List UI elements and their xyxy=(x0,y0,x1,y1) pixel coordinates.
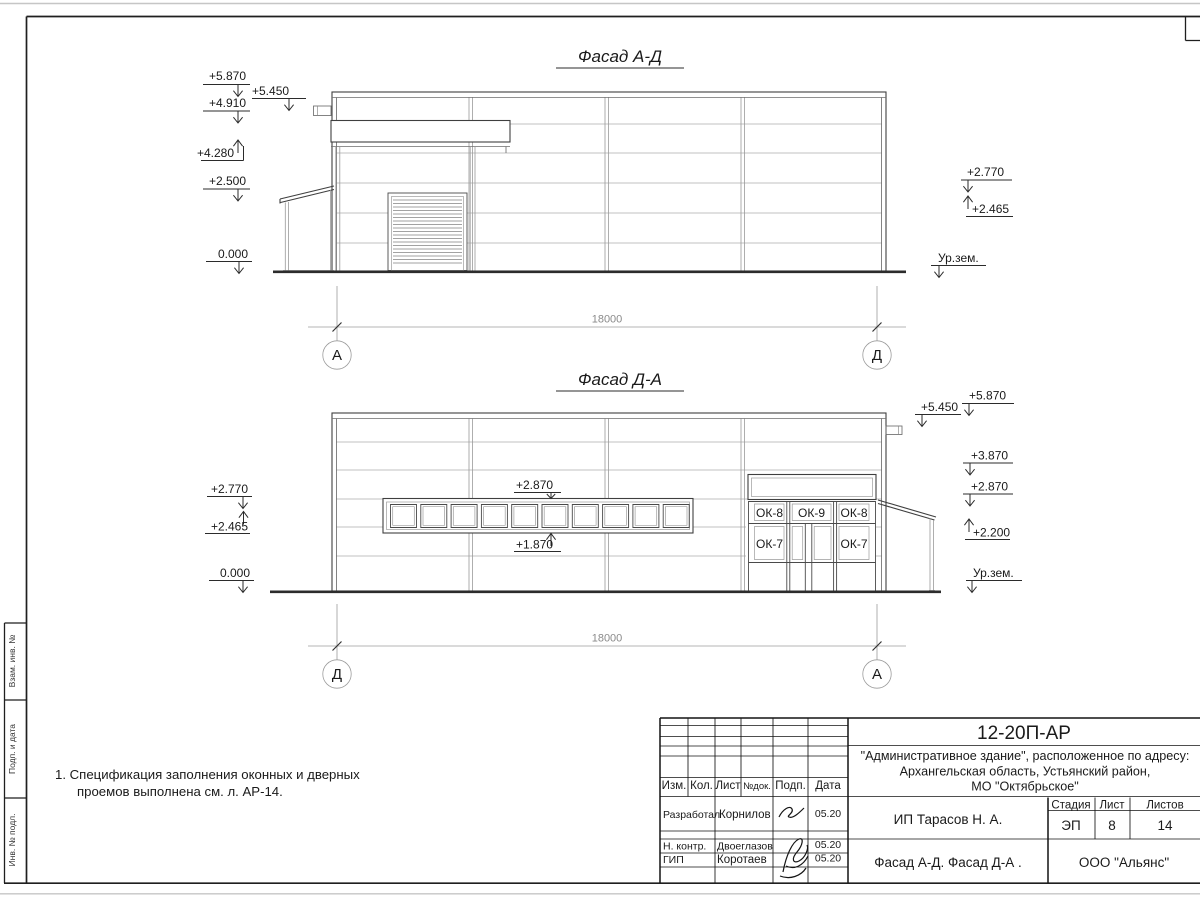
axis-bubble xyxy=(863,341,891,369)
elevation-value: +5.870 xyxy=(208,69,246,83)
axis-letter: А xyxy=(871,666,883,683)
elevation-value: +2.465 xyxy=(972,202,1010,216)
lean-to-left xyxy=(280,186,334,271)
axis-bubble xyxy=(863,660,891,688)
col-header-izm: Изм. xyxy=(661,780,687,792)
elevation-mark xyxy=(197,140,244,161)
facade-title xyxy=(556,47,684,68)
elevation-value: +5.450 xyxy=(921,400,959,414)
elevation-mark xyxy=(961,165,1012,192)
elevation-mark xyxy=(962,389,1014,416)
drawing-title: Фасад А-Д. Фасад Д-А . xyxy=(874,855,1022,870)
row-name: Корнилов xyxy=(719,809,771,821)
elevation-value: +4.280 xyxy=(196,146,234,160)
elevation-mark xyxy=(203,69,250,97)
note-line-2: проемов выполнена см. л. АР-14. xyxy=(77,784,283,799)
elevation-mark xyxy=(963,449,1013,476)
side-stamp-label: Взам. инв. № xyxy=(7,634,17,688)
elevation-mark xyxy=(203,96,250,123)
glazed-entrance xyxy=(746,475,876,592)
elevation-mark xyxy=(514,534,561,552)
elevation-mark xyxy=(252,84,306,111)
canopy-underside xyxy=(331,147,510,154)
client-name: ИП Тарасов Н. А. xyxy=(893,812,1003,827)
elevation-value: Ур.зем. xyxy=(938,251,979,265)
sheets-total: 14 xyxy=(1157,818,1173,833)
axis-bubble xyxy=(323,341,351,369)
stage-value: ЭП xyxy=(1061,818,1081,833)
axis-letter: Д xyxy=(331,666,343,683)
window-label: ОК-8 xyxy=(756,506,783,520)
row-role: Н. контр. xyxy=(663,840,707,853)
elevation-mark xyxy=(915,400,961,427)
side-stamp xyxy=(5,623,27,883)
company-name: ООО "Альянс" xyxy=(1078,855,1170,870)
sheet-label: Лист xyxy=(1099,799,1125,812)
roof-pipe xyxy=(886,426,902,435)
elevation-value: +1.870 xyxy=(516,537,554,552)
general-note xyxy=(55,767,360,799)
canopy xyxy=(331,121,510,143)
elevation-mark xyxy=(963,196,1013,217)
elevation-value: +2.770 xyxy=(210,482,248,496)
row-date: 05.20 xyxy=(814,808,842,820)
window-label: ОК-7 xyxy=(756,537,783,551)
elevation-value: +2.770 xyxy=(967,165,1005,179)
side-stamp-label: Инв. № подл. xyxy=(7,813,17,867)
signature xyxy=(779,807,804,817)
facade-title xyxy=(556,370,684,391)
dimension-line xyxy=(308,604,906,660)
col-header-podp: Подп. xyxy=(775,780,806,792)
window-label: ОК-9 xyxy=(798,506,825,520)
facade-title-text: Фасад Д-А xyxy=(577,370,663,389)
corner-stamp-box xyxy=(1186,17,1200,41)
row-name: Коротаев xyxy=(717,854,767,866)
col-header-list: Лист xyxy=(715,780,741,792)
elevation-value: +2.200 xyxy=(973,525,1011,540)
note-line-1: 1. Спецификация заполнения оконных и дверных xyxy=(55,767,360,782)
facade-title-text: Фасад А-Д xyxy=(577,47,663,66)
window-band xyxy=(383,499,693,534)
axis-letter: Д xyxy=(871,347,883,364)
side-stamp-label: Подп. и дата xyxy=(7,723,17,775)
axis-bubble xyxy=(323,660,351,688)
window-label: ОК-7 xyxy=(840,537,868,551)
col-header-data: Дата xyxy=(815,780,841,792)
title-block xyxy=(660,718,1200,883)
axis-letter: А xyxy=(331,347,343,364)
elevation-value: 0.000 xyxy=(217,247,248,261)
roller-door xyxy=(388,193,467,271)
facade-a-d xyxy=(197,47,1013,369)
elevation-value: +5.450 xyxy=(252,84,290,98)
ground-level-mark xyxy=(966,566,1022,593)
project-line: "Административное здание", расположенное по адресу: xyxy=(860,749,1190,763)
elevation-value: +2.870 xyxy=(516,478,554,492)
elevation-value: +5.870 xyxy=(969,388,1007,403)
elevation-value: +2.500 xyxy=(208,174,246,188)
elevation-value: Ур.зем. xyxy=(973,566,1014,580)
col-header-kol: Кол. xyxy=(690,780,713,792)
document-code: 12-20П-АР xyxy=(977,723,1071,744)
lean-to-right xyxy=(878,500,936,591)
elevation-mark xyxy=(203,174,250,201)
row-role: Разработал xyxy=(663,809,721,821)
window-label: ОК-8 xyxy=(840,506,868,520)
dimension-line xyxy=(308,286,906,341)
col-header-ndok: №док. xyxy=(743,781,771,792)
sheet-number: 8 xyxy=(1108,818,1116,833)
elevation-mark xyxy=(209,566,254,593)
row-role: ГИП xyxy=(663,854,684,866)
elevation-mark xyxy=(964,519,1010,540)
sheets-label: Листов xyxy=(1146,799,1184,812)
project-line: МО "Октябрьское" xyxy=(971,779,1079,794)
ground-level-mark xyxy=(931,251,986,278)
roof-pipe xyxy=(314,106,332,116)
elevation-mark xyxy=(205,512,250,534)
dimension-value: 18000 xyxy=(591,313,623,326)
elevation-value: +2.465 xyxy=(210,519,248,534)
dimension-value: 18000 xyxy=(591,632,623,645)
row-date: 05.20 xyxy=(814,839,842,851)
elevation-mark xyxy=(206,247,252,274)
elevation-value: +3.870 xyxy=(971,448,1009,463)
signature xyxy=(780,839,808,878)
elevation-mark xyxy=(963,480,1013,507)
facade-d-a xyxy=(205,370,1022,688)
project-line: Архангельская область, Устьянский район, xyxy=(899,764,1151,779)
elevation-value: 0.000 xyxy=(219,566,250,580)
row-name: Двоеглазов xyxy=(717,840,773,853)
elevation-value: +4.910 xyxy=(208,96,246,110)
row-date: 05.20 xyxy=(814,852,842,865)
elevation-mark xyxy=(207,482,252,509)
elevation-value: +2.870 xyxy=(971,479,1009,494)
stage-label: Стадия xyxy=(1051,799,1091,812)
elevation-mark xyxy=(514,478,561,499)
